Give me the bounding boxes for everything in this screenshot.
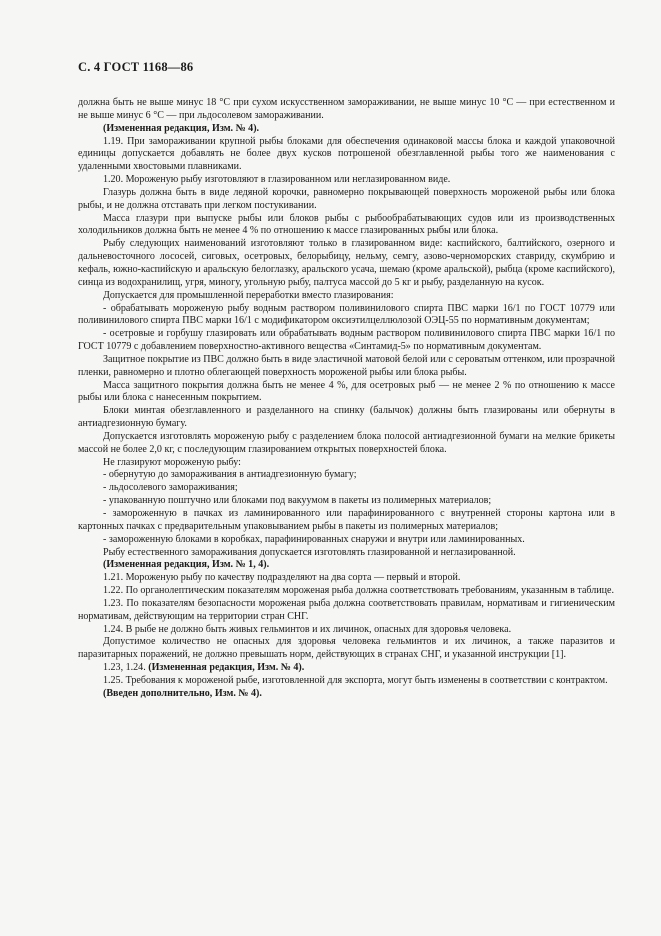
paragraph: - замороженную блоками в коробках, парафинированных снаружи и внутри или ламинированных. <box>103 533 525 545</box>
paragraph: 1.19. При замораживании крупной рыбы блоками для обеспечения одинаковой массы блока и каждой упаковочной единицы допускается добавлять не более двух кусков потрошеной обезглавленной рыбы того же наименования с удаленными хвостовыми плавниками. <box>78 135 615 173</box>
paragraph <box>78 662 615 675</box>
paragraph: Блоки минтая обезглавленного и разделанного на спинку (балычок) должны быть глазированы или обернуты в антиадгезионную бумагу. <box>78 405 615 430</box>
paragraph: - осетровые и горбушу глазировать или обрабатывать водным раствором поливинилового спирта ПВС марки 16/1 по ГОСТ 10779 с добавлением поверхностно-активного вещества «Синтамид-5» по нормативным документам. <box>78 328 615 353</box>
paragraph: Допускается для промышленной переработки вместо глазирования: <box>103 289 394 301</box>
paragraph: 1.23. По показателям безопасности мороженая рыба должна соответствовать правилам, нормативам и гигиеническим нормативам, действующим на территории стран СНГ. <box>78 597 615 622</box>
paragraph: 1.22. По органолептическим показателям мороженая рыба должна соответствовать требованиям, указанным в таблице. <box>103 585 615 597</box>
clause-numbers: 1.23, 1.24. <box>103 662 149 674</box>
amendment-note: (Измененная редакция, Изм. № 1, 4). <box>103 559 270 571</box>
paragraph: - упакованную поштучно или блоками под вакуумом в пакеты из полимерных материалов; <box>103 495 492 507</box>
amendment-note: (Измененная редакция, Изм. № 4). <box>103 122 260 134</box>
paragraph: Допустимое количество не опасных для здоровья человека гельминтов и их личинок, а также паразитов и паразитарных поражений, не должно превышать норм, действующих в странах СНГ, и указанной инструкции [1]. <box>78 636 615 661</box>
paragraph: Не глазируют мороженую рыбу: <box>103 456 241 468</box>
paragraph: Рыбу естественного замораживания допускается изготовлять глазированной и неглазированной. <box>103 546 516 558</box>
paragraph: Масса защитного покрытия должна быть не менее 4 %, для осетровых рыб — не менее 2 % по отношению к массе рыбы или блока с нанесенным покрытием. <box>78 379 615 404</box>
amendment-note: (Введен дополнительно, Изм. № 4). <box>103 687 262 699</box>
paragraph: Рыбу следующих наименований изготовляют только в глазированном виде: каспийского, балтийского, озерного и дальневосточного лососей, сиговых, осетровых, белорыбицу, нельму, семгу, азово-черноморских ставриду, скумбрию и кефаль, южно-каспийскую и аральскую белоглазку, аральского усача, шемаю (кроме аральской), рыбца (кроме каспийского), синца из водохранилищ, угря, миногу, угольную рыбу, палтуса массой до 5 кг и рыбу, разделанную на кусок. <box>78 238 615 288</box>
paragraph: Масса глазури при выпуске рыбы или блоков рыбы с рыбообрабатывающих судов или из производственных холодильников должна быть не менее 4 % по отношению к массе глазированных рыбы или блока. <box>78 212 615 237</box>
paragraph: должна быть не выше минус 18 °С при сухом искусственном замораживании, не выше минус 10 °С — при естественном и не выше минус 6 °С — при льдосолевом замораживании. <box>78 97 615 121</box>
page-header: С. 4 ГОСТ 1168—86 <box>78 60 194 74</box>
paragraph: Глазурь должна быть в виде ледяной корочки, равномерно покрывающей поверхность мороженой рыбы или блока рыбы, и не должна отставать при легком постукивании. <box>78 186 615 211</box>
paragraph: 1.21. Мороженую рыбу по качеству подразделяют на два сорта — первый и второй. <box>103 572 461 584</box>
paragraph: Защитное покрытие из ПВС должно быть в виде эластичной матовой белой или с сероватым оттенком, или прозрачной пленки, равномерно и плотно облегающей поверхность мороженой рыбы или блока рыбы. <box>78 353 615 378</box>
paragraph: - льдосолевого замораживания; <box>103 482 238 494</box>
paragraph: 1.20. Мороженую рыбу изготовляют в глазированном или неглазированном виде. <box>103 174 451 186</box>
document-body <box>78 97 615 701</box>
paragraph: - обрабатывать мороженую рыбу водным раствором поливинилового спирта ПВС марки 16/1 по ГОСТ 10779 или поливинилового спирта ПВС марки 16/1 с модификатором оксиэтилцеллюлозой ОЭЦ-55 по нормативным документам; <box>78 302 615 327</box>
paragraph: Допускается изготовлять мороженую рыбу с разделением блока полосой антиадгезионной бумаги на мелкие брикеты массой не более 2,0 кг, с последующим глазированием открытых поверхностей блока. <box>78 430 615 455</box>
amendment-note: (Измененная редакция, Изм. № 4). <box>148 662 305 674</box>
paragraph: - обернутую до замораживания в антиадгезионную бумагу; <box>103 469 357 481</box>
paragraph: 1.25. Требования к мороженой рыбе, изготовленной для экспорта, могут быть изменены в соответствии с контрактом. <box>103 674 608 686</box>
paragraph: - замороженную в пачках из ламинированного или парафинированного с внутренней стороны картона или в картонных пачках с предварительным упаковыванием рыбы в пакеты из полимерных материалов; <box>78 508 615 532</box>
paragraph: 1.24. В рыбе не должно быть живых гельминтов и их личинок, опасных для здоровья человека. <box>103 623 512 635</box>
